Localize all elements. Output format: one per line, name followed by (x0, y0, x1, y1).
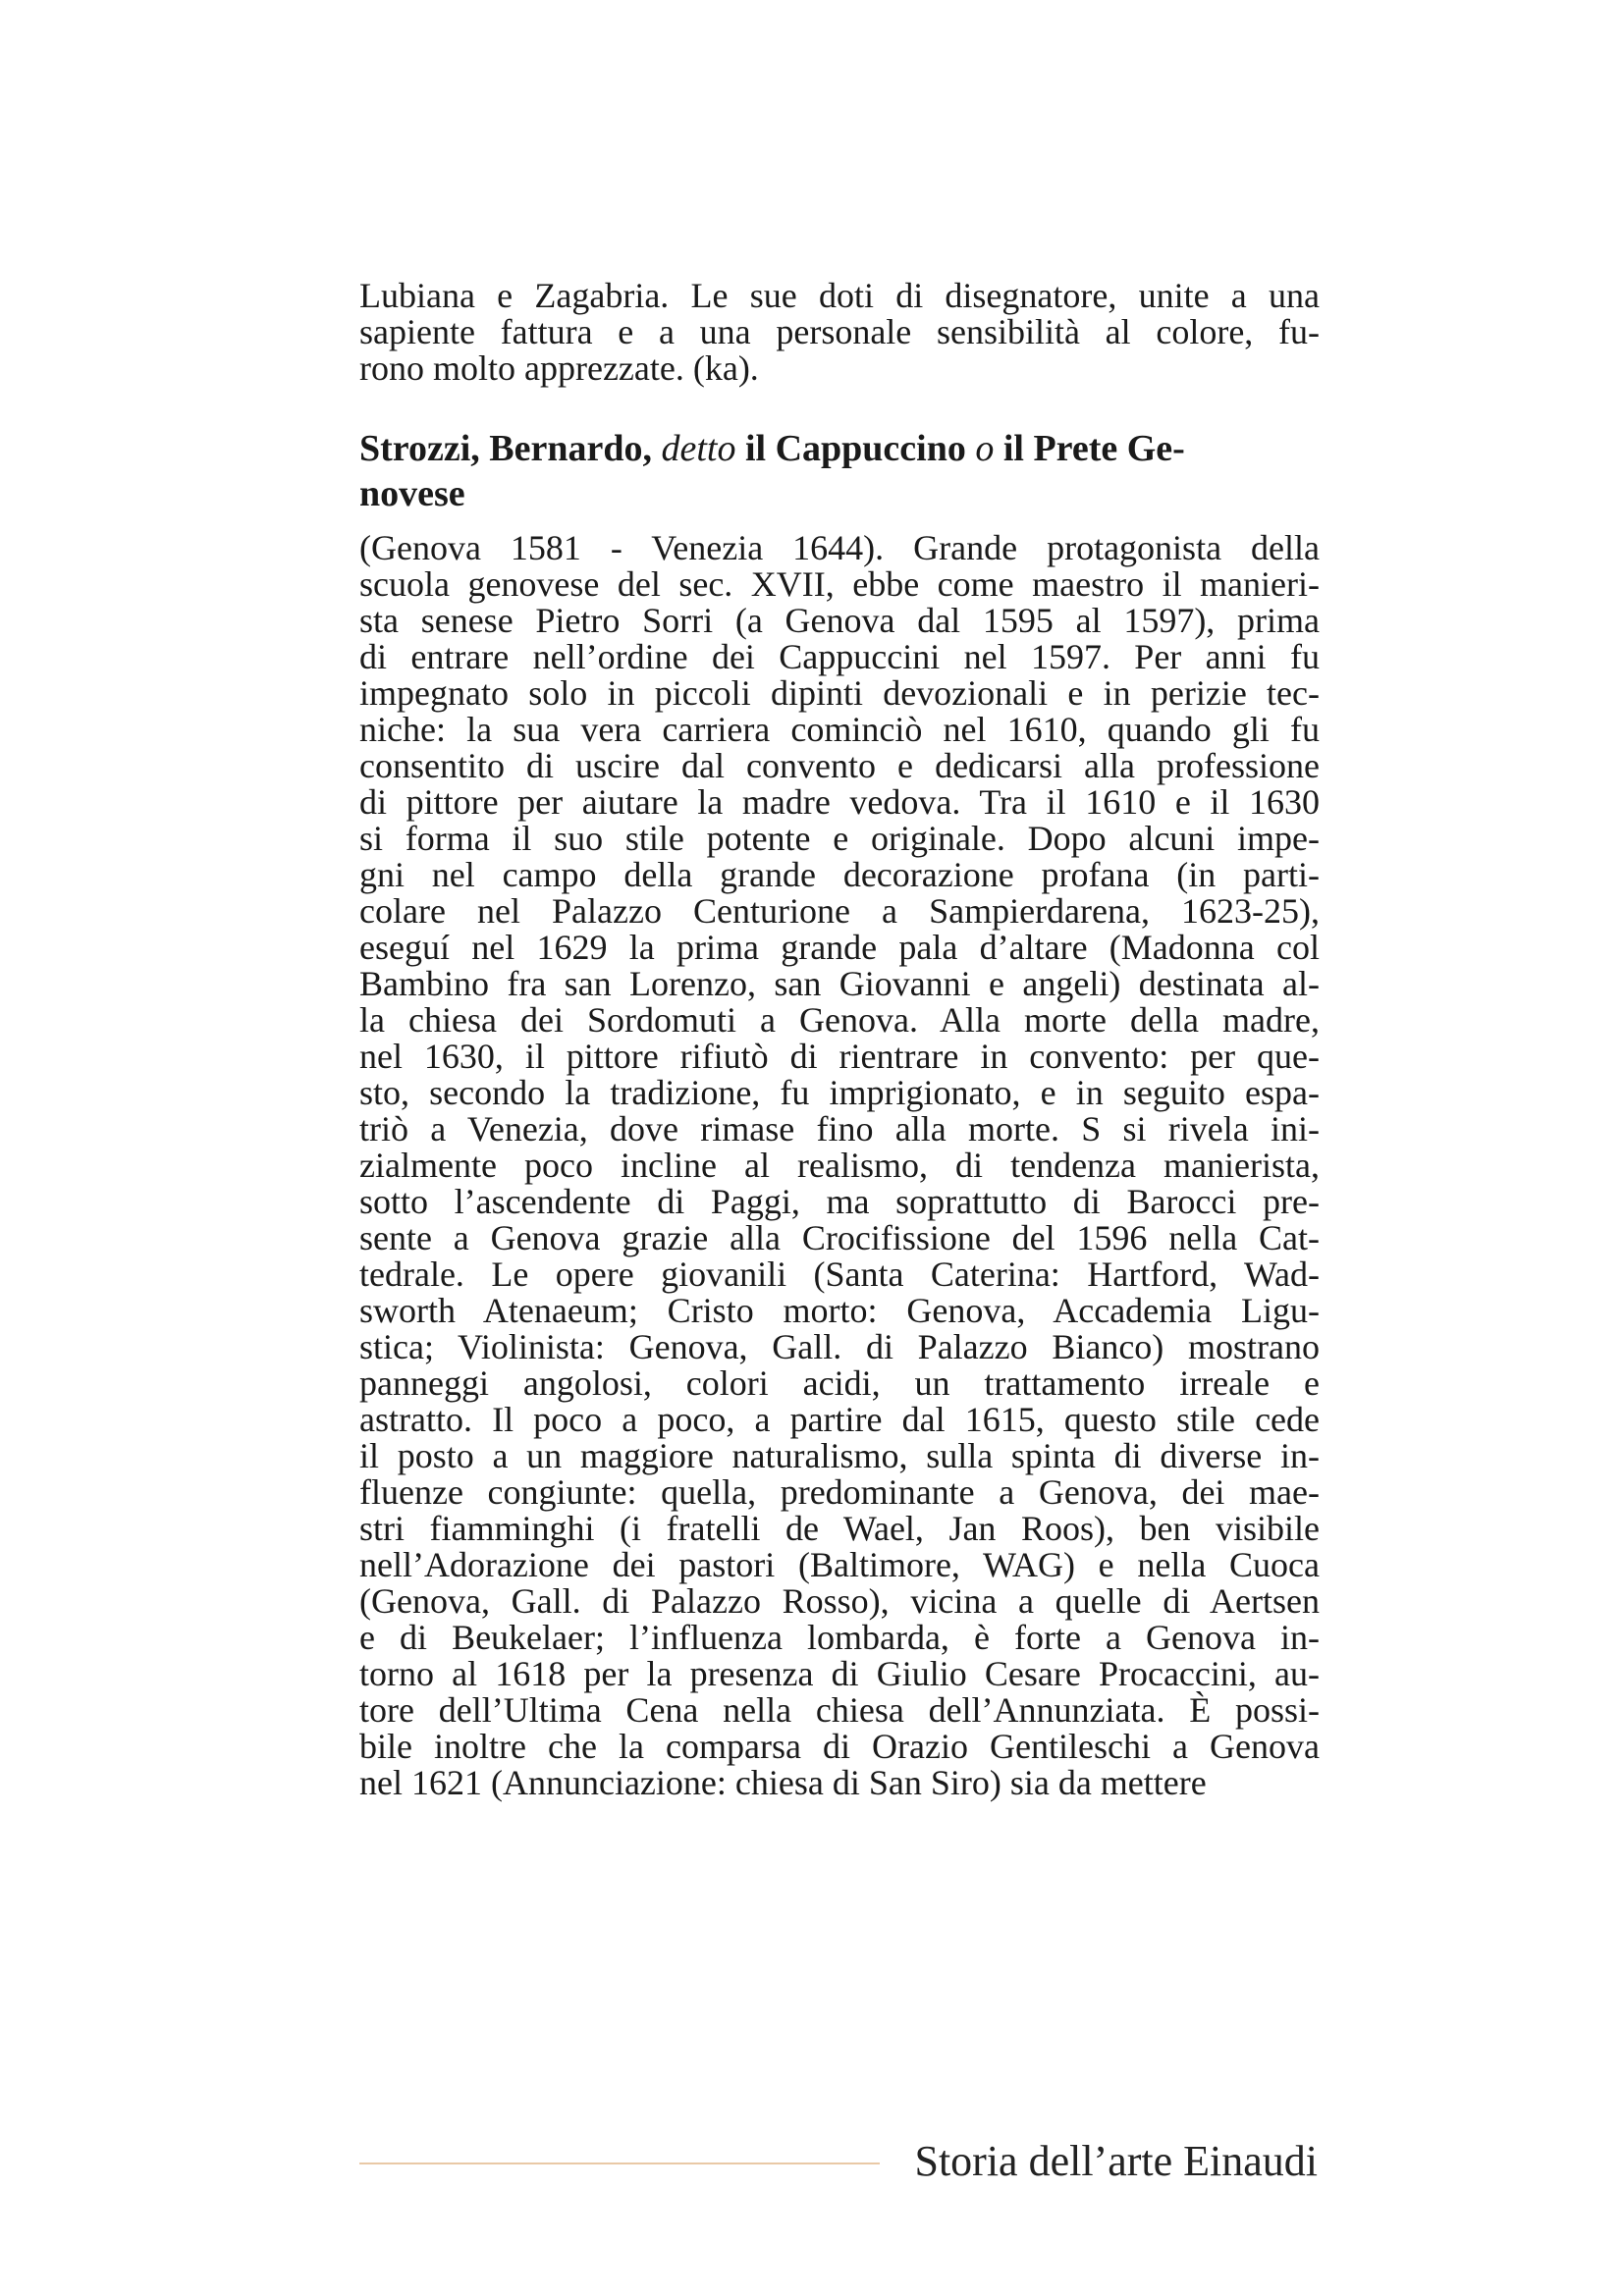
text-line: nel 1621 (Annunciazione: chiesa di San Siro) sia da mettere (359, 1763, 1207, 1802)
text-line: sworth Atenaeum; Cristo morto: Genova, Accademia Ligu- (359, 1291, 1320, 1330)
text-line: e di Beukelaer; l’influenza lombarda, è forte a Genova in- (359, 1618, 1320, 1657)
text-line: scuola genovese del sec. XVII, ebbe come maestro il manieri- (359, 564, 1320, 604)
text-line: stri fiamminghi (i fratelli de Wael, Jan Roos), ben visibile (359, 1509, 1320, 1548)
text-line: panneggi angolosi, colori acidi, un trattamento irreale e (359, 1363, 1320, 1403)
entry-alias-2-cont: novese (359, 473, 465, 514)
text-line: di entrare nell’ordine dei Cappuccini nel 1597. Per anni fu (359, 637, 1320, 676)
text-line: gni nel campo della grande decorazione profana (in parti- (359, 855, 1320, 894)
text-line: sapiente fattura e a una personale sensibilità al colore, fu- (359, 312, 1320, 351)
entry-conjunction: o (975, 428, 995, 469)
text-line: rono molto apprezzate. (ka). (359, 348, 759, 388)
entry-detto: detto (661, 428, 736, 469)
text-line: triò a Venezia, dove rimase fino alla morte. S si rivela ini- (359, 1109, 1320, 1148)
text-line: la chiesa dei Sordomuti a Genova. Alla morte della madre, (359, 1000, 1320, 1040)
footer-publisher: Storia dell’arte Einaudi (914, 2137, 1318, 2185)
text-line: torno al 1618 per la presenza di Giulio Cesare Procaccini, au- (359, 1654, 1320, 1693)
text-line: sta senese Pietro Sorri (a Genova dal 1595 al 1597), prima (359, 601, 1320, 640)
text-line: colare nel Palazzo Centurione a Sampierdarena, 1623-25), (359, 891, 1320, 931)
text-line: tedrale. Le opere giovanili (Santa Caterina: Hartford, Wad- (359, 1255, 1320, 1294)
entry-body (359, 530, 1320, 1801)
entry-heading (359, 426, 1320, 516)
text-line: sto, secondo la tradizione, fu imprigionato, e in seguito espa- (359, 1073, 1320, 1112)
text-line: zialmente poco incline al realismo, di tendenza manierista, (359, 1146, 1320, 1185)
text-line: sotto l’ascendente di Paggi, ma soprattutto di Barocci pre- (359, 1182, 1320, 1221)
text-line: bile inoltre che la comparsa di Orazio Gentileschi a Genova (359, 1727, 1320, 1766)
text-line: il posto a un maggiore naturalismo, sulla spinta di diverse in- (359, 1436, 1320, 1475)
text-line: impegnato solo in piccoli dipinti devozionali e in perizie tec- (359, 673, 1320, 713)
entry-name: Strozzi, Bernardo, (359, 428, 652, 469)
text-line: di pittore per aiutare la madre vedova. Tra il 1610 e il 1630 (359, 782, 1320, 822)
text-line: (Genova, Gall. di Palazzo Rosso), vicina a quelle di Aertsen (359, 1581, 1320, 1621)
text-line: stica; Violinista: Genova, Gall. di Palazzo Bianco) mostrano (359, 1327, 1320, 1366)
text-line: Lubiana e Zagabria. Le sue doti di disegnatore, unite a una (359, 276, 1320, 315)
entry-alias-2: il Prete Ge- (1002, 428, 1185, 469)
text-line: eseguí nel 1629 la prima grande pala d’altare (Madonna col (359, 928, 1320, 967)
text-line: sente a Genova grazie alla Crocifissione del 1596 nella Cat- (359, 1218, 1320, 1257)
text-column (359, 278, 1320, 1801)
text-line: Bambino fra san Lorenzo, san Giovanni e angeli) destinata al- (359, 964, 1320, 1003)
footer-rule (359, 2163, 880, 2164)
text-line: (Genova 1581 - Venezia 1644). Grande protagonista della (359, 528, 1320, 567)
text-line: tore dell’Ultima Cena nella chiesa dell’Annunziata. È possi- (359, 1690, 1320, 1730)
text-line: nell’Adorazione dei pastori (Baltimore, WAG) e nella Cuoca (359, 1545, 1320, 1584)
text-line: fluenze congiunte: quella, predominante a Genova, dei mae- (359, 1472, 1320, 1512)
text-line: niche: la sua vera carriera cominciò nel 1610, quando gli fu (359, 710, 1320, 749)
text-line: nel 1630, il pittore rifiutò di rientrare in convento: per que- (359, 1037, 1320, 1076)
intro-paragraph (359, 278, 1320, 387)
text-line: consentito di uscire dal convento e dedicarsi alla professione (359, 746, 1320, 785)
text-line: si forma il suo stile potente e originale. Dopo alcuni impe- (359, 819, 1320, 858)
entry-alias-1: il Cappuccino (744, 428, 966, 469)
text-line: astratto. Il poco a poco, a partire dal 1615, questo stile cede (359, 1400, 1320, 1439)
